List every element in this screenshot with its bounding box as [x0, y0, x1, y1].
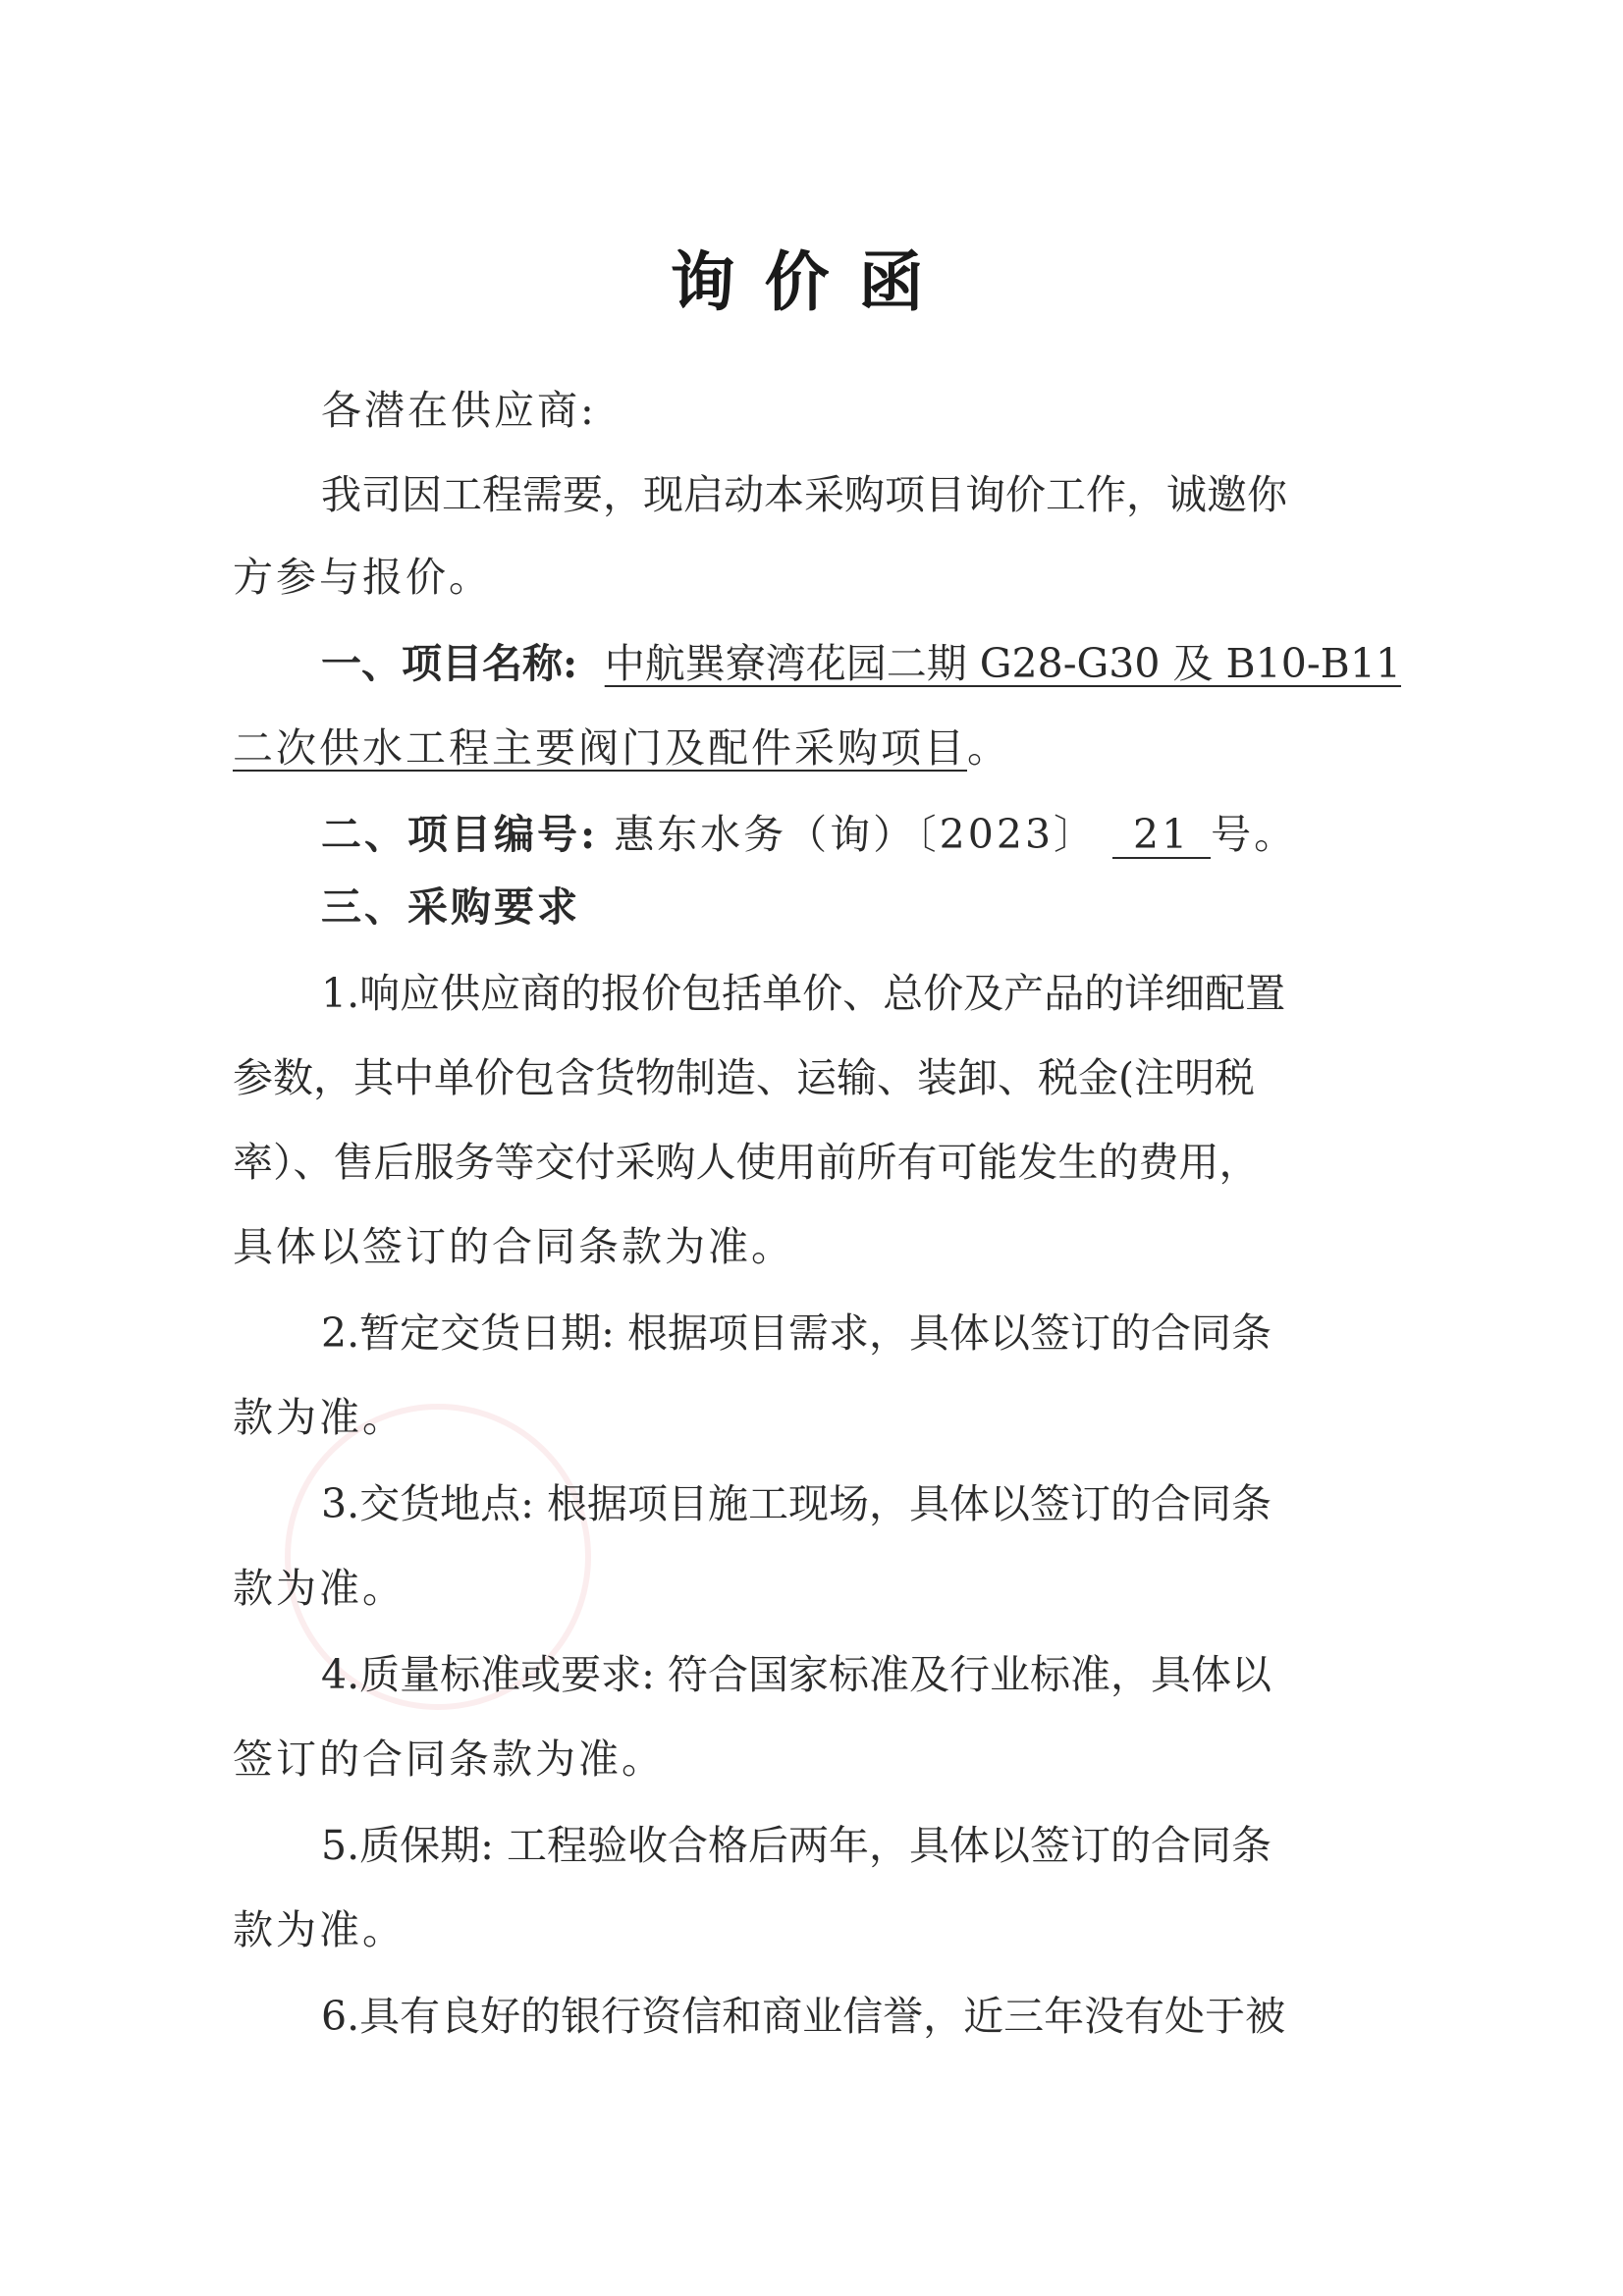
req-1-line-1	[321, 966, 1401, 1021]
section-2-line	[321, 807, 1401, 862]
req-1-line-3-text: 率）、售后服务等交付采购人使用前所有可能发生的费用，	[233, 1139, 1260, 1186]
req-4-line-2: 签订的合同条款为准。	[233, 1735, 665, 1783]
project-name-part-1: 中航巽寮湾花园二期 G28-G30 及 B10-B11	[604, 640, 1401, 687]
intro-line-1-text: 我司因工程需要，现启动本采购项目询价工作，诚邀你	[321, 471, 1287, 518]
req-4-line-1-text: 4.质量标准或要求: 符合国家标准及行业标准，具体以	[321, 1651, 1271, 1698]
section-1-line-1	[321, 636, 1401, 691]
section-2-label: 二、项目编号:	[321, 811, 599, 858]
section-1-label: 一、项目名称:	[321, 640, 578, 687]
req-5-line-1	[321, 1818, 1401, 1873]
document-title: 询价函	[670, 243, 953, 320]
req-5-line-1-text: 5.质保期: 工程验收合格后两年，具体以签订的合同条	[321, 1822, 1271, 1869]
req-1-line-2-text: 参数，其中单价包含货物制造、运输、装卸、税金(注明税	[233, 1054, 1255, 1101]
intro-line-1	[321, 467, 1401, 522]
req-3-line-2: 款为准。	[233, 1565, 406, 1612]
req-1-line-2	[233, 1050, 1401, 1105]
req-1-line-1-text: 1.响应供应商的报价包括单价、总价及产品的详细配置	[321, 970, 1286, 1017]
req-4-line-1	[321, 1647, 1401, 1702]
section-1-line-2	[233, 721, 1401, 775]
req-2-line-1-text: 2.暂定交货日期: 根据项目需求，具体以签订的合同条	[321, 1309, 1271, 1357]
salutation: 各潜在供应商:	[321, 387, 597, 434]
req-1-line-4: 具体以签订的合同条款为准。	[233, 1223, 794, 1270]
req-3-line-1	[321, 1476, 1401, 1531]
req-6-line-1	[321, 1989, 1401, 2044]
req-1-line-3	[233, 1135, 1401, 1190]
section-3-heading: 三、采购要求	[321, 883, 580, 931]
req-5-line-2: 款为准。	[233, 1906, 406, 1953]
req-3-line-1-text: 3.交货地点: 根据项目施工现场，具体以签订的合同条	[321, 1480, 1271, 1527]
intro-line-2: 方参与报价。	[233, 554, 492, 601]
project-code-number: 21	[1112, 812, 1211, 859]
project-code-prefix: 惠东水务（询）〔2023〕	[614, 811, 1098, 858]
project-name-part-2: 二次供水工程主要阀门及配件采购项目	[233, 724, 967, 772]
req-2-line-2: 款为准。	[233, 1394, 406, 1441]
project-code-suffix: 号。	[1211, 811, 1298, 858]
req-6-line-1-text: 6.具有良好的银行资信和商业信誉，近三年没有处于被	[321, 1993, 1286, 2040]
project-name-end: 。	[967, 724, 1010, 772]
req-2-line-1	[321, 1306, 1401, 1361]
